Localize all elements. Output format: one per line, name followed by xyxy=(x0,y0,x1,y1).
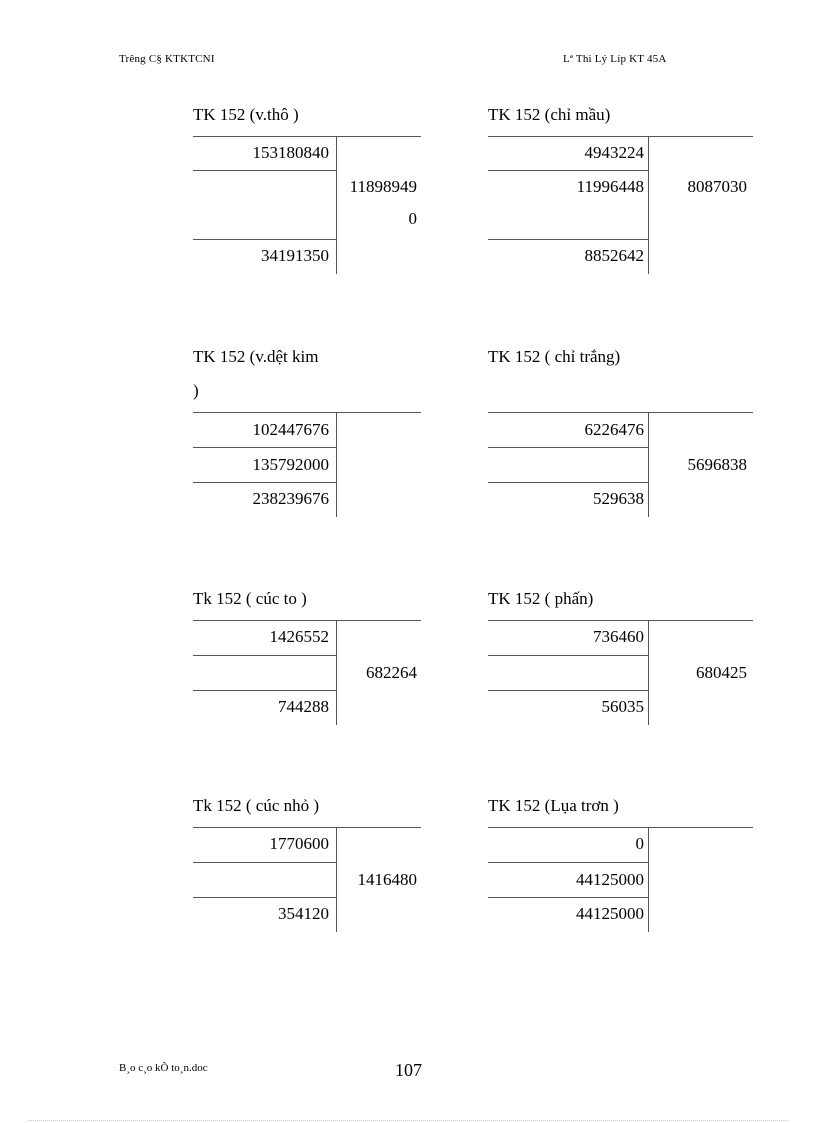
account-title: TK 152 ( chỉ trắng) xyxy=(488,347,621,366)
closing-debit-value: 529638 xyxy=(593,489,644,508)
debit-value: 6226476 xyxy=(584,420,644,439)
account-title-continued: ) xyxy=(193,381,199,400)
header-right: Lª Thi Lý Líp KT 45A xyxy=(563,53,667,65)
account-title: TK 152 ( phấn) xyxy=(488,589,594,608)
account-title: Tk 152 ( cúc to ) xyxy=(193,589,307,608)
debit-value: 0 xyxy=(635,834,644,853)
credit-value: 8087030 xyxy=(687,177,747,196)
debit-value: 1770600 xyxy=(269,834,329,853)
credit-value: 0 xyxy=(408,209,417,228)
debit-value: 135792000 xyxy=(252,455,329,474)
page-number: 107 xyxy=(395,1060,422,1080)
credit-value: 1416480 xyxy=(357,870,417,889)
debit-value: 11996448 xyxy=(576,177,644,196)
account-title: TK 152 (Lụa trơn ) xyxy=(488,796,619,815)
closing-debit-value: 44125000 xyxy=(576,904,644,923)
debit-value: 4943224 xyxy=(584,143,644,162)
debit-value: 736460 xyxy=(593,627,644,646)
credit-value: 680425 xyxy=(696,663,747,682)
closing-debit-value: 238239676 xyxy=(252,489,329,508)
account-title: TK 152 (chỉ mầu) xyxy=(488,105,611,124)
account-title: TK 152 (v.thô ) xyxy=(193,105,299,124)
footer-doc-name: B¸o c¸o kÕ to¸n.doc xyxy=(119,1062,208,1074)
closing-debit-value: 744288 xyxy=(278,697,329,716)
closing-debit-value: 8852642 xyxy=(584,246,644,265)
page-bottom-divider xyxy=(28,1120,788,1121)
header-left: Trêng C§ KTKTCNI xyxy=(119,53,215,65)
debit-value: 102447676 xyxy=(252,420,329,439)
debit-value: 1426552 xyxy=(269,627,329,646)
account-title: Tk 152 ( cúc nhỏ ) xyxy=(193,796,320,815)
closing-debit-value: 56035 xyxy=(601,697,644,716)
credit-value: 5696838 xyxy=(687,455,747,474)
closing-debit-value: 34191350 xyxy=(261,246,329,265)
debit-value: 153180840 xyxy=(252,143,329,162)
account-title: TK 152 (v.dệt kim xyxy=(193,347,319,366)
closing-debit-value: 354120 xyxy=(278,904,329,923)
credit-value: 682264 xyxy=(366,663,417,682)
credit-value: 11898949 xyxy=(349,177,417,196)
debit-value: 44125000 xyxy=(576,870,644,889)
